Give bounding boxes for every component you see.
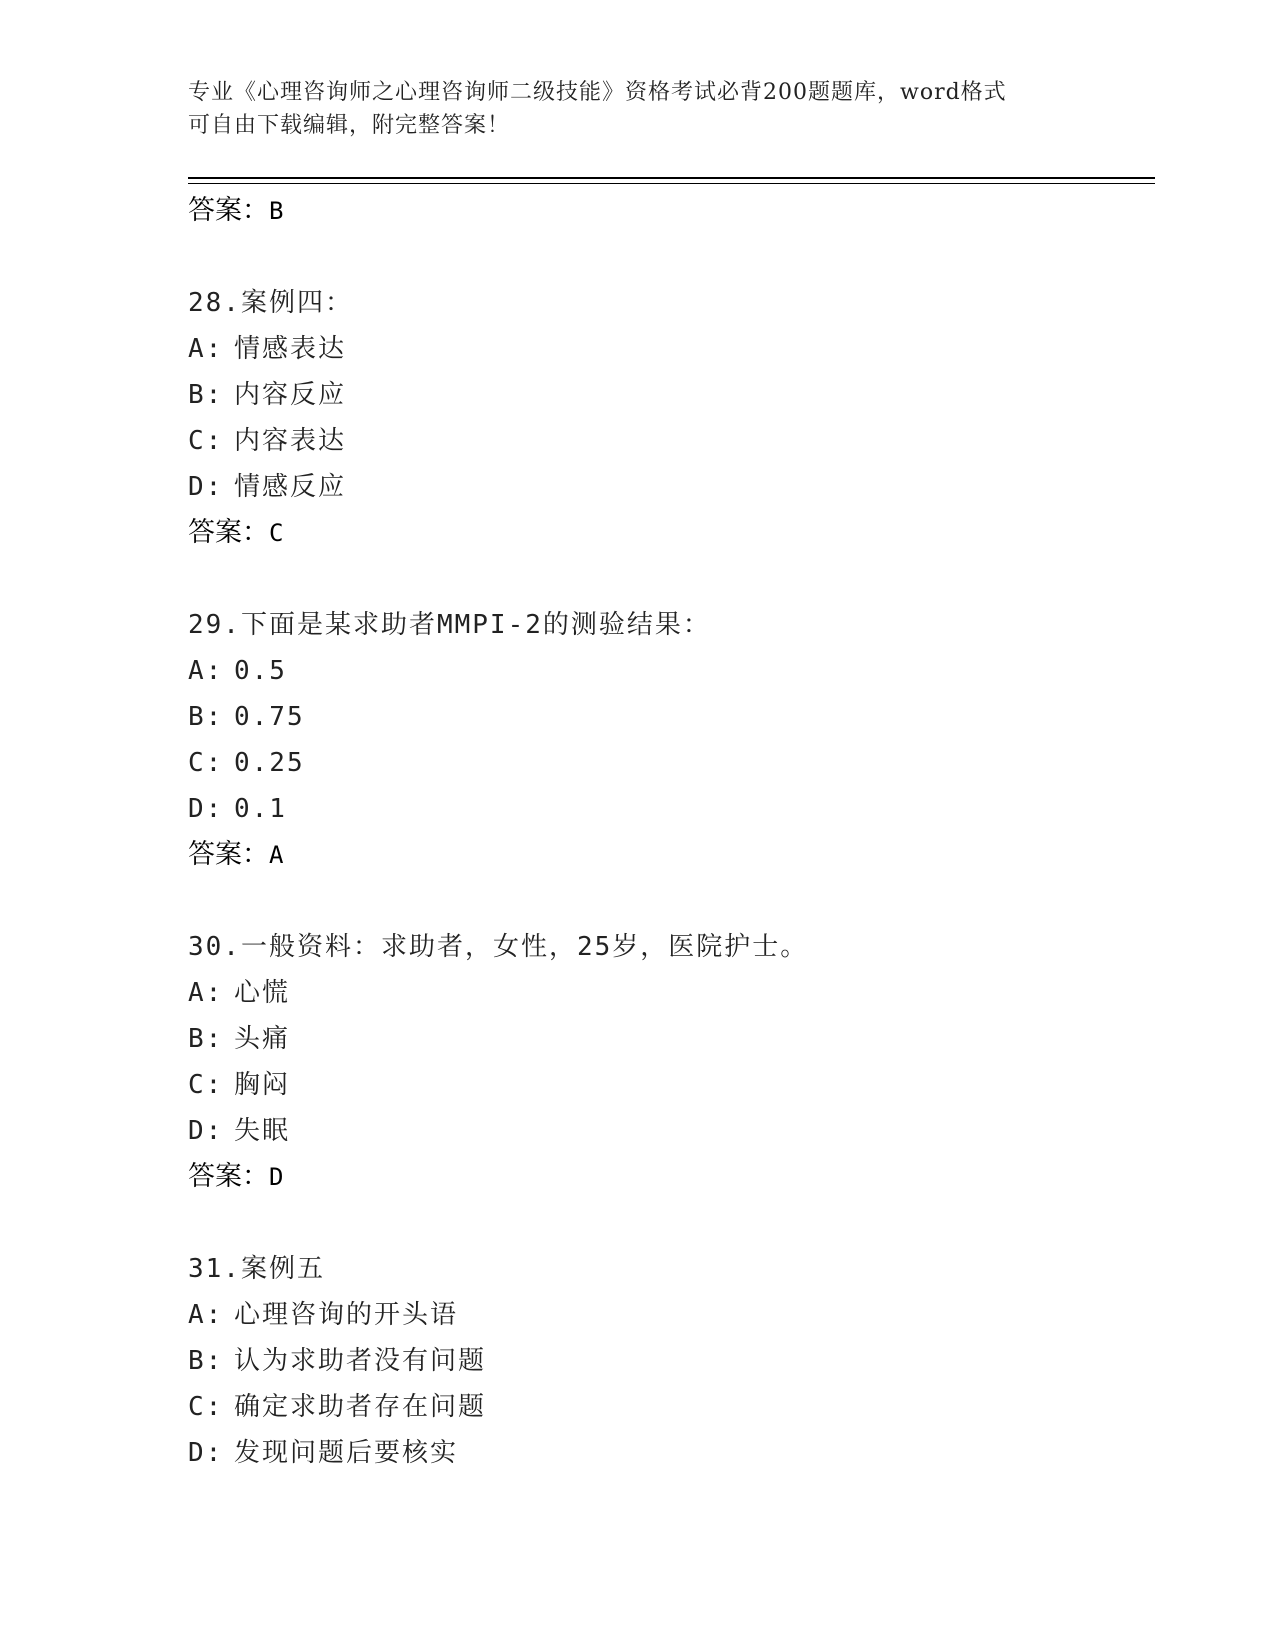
option-key: C: (188, 426, 224, 456)
answer-value: A (269, 841, 284, 869)
option-c (188, 1384, 1148, 1430)
header-line-2: 可自由下载编辑，附完整答案！ (188, 113, 511, 138)
option-text: 情感反应 (234, 472, 347, 502)
option-key: C: (188, 1070, 224, 1100)
document-header (188, 76, 1088, 142)
option-text: 发现问题后要核实 (234, 1438, 459, 1468)
option-text: 0.1 (234, 794, 287, 824)
option-b (188, 1016, 1148, 1062)
option-text: 0.5 (234, 656, 287, 686)
option-a (188, 1292, 1148, 1338)
option-key: D: (188, 1438, 224, 1468)
option-key: B: (188, 1024, 224, 1054)
spacer (188, 556, 1148, 602)
option-d (188, 1430, 1148, 1476)
option-c (188, 418, 1148, 464)
answer-line (188, 1154, 1148, 1200)
option-text: 确定求助者存在问题 (234, 1392, 487, 1422)
question-stem: 30.一般资料：求助者，女性，25岁，医院护士。 (188, 932, 809, 962)
option-text: 心慌 (234, 978, 291, 1008)
answer-line (188, 188, 1148, 234)
option-d (188, 786, 1148, 832)
answer-label: 答案： (188, 195, 269, 226)
answer-label: 答案： (188, 1161, 269, 1192)
option-text: 0.25 (234, 748, 305, 778)
option-text: 胸闷 (234, 1070, 291, 1100)
option-key: B: (188, 702, 224, 732)
option-d (188, 1108, 1148, 1154)
option-key: C: (188, 1392, 224, 1422)
header-divider-thin (188, 183, 1155, 184)
option-a (188, 648, 1148, 694)
header-line-1: 专业《心理咨询师之心理咨询师二级技能》资格考试必背200题题库，word格式 (188, 80, 1007, 105)
option-b (188, 694, 1148, 740)
question-stem: 28.案例四： (188, 288, 353, 318)
header-divider-thick (188, 177, 1155, 179)
option-text: 认为求助者没有问题 (234, 1346, 487, 1376)
option-text: 情感表达 (234, 334, 347, 364)
answer-value: B (269, 197, 284, 225)
option-text: 0.75 (234, 702, 305, 732)
option-text: 内容表达 (234, 426, 347, 456)
question-stem: 29.下面是某求助者MMPI-2的测验结果： (188, 610, 711, 640)
option-text: 内容反应 (234, 380, 347, 410)
option-key: D: (188, 794, 224, 824)
option-key: A: (188, 334, 224, 364)
option-a (188, 326, 1148, 372)
option-key: D: (188, 1116, 224, 1146)
option-d (188, 464, 1148, 510)
spacer (188, 234, 1148, 280)
spacer (188, 1200, 1148, 1246)
option-text: 头痛 (234, 1024, 291, 1054)
answer-label: 答案： (188, 839, 269, 870)
option-key: A: (188, 1300, 224, 1330)
answer-line (188, 510, 1148, 556)
option-key: B: (188, 380, 224, 410)
option-b (188, 372, 1148, 418)
option-key: A: (188, 656, 224, 686)
question-list (188, 188, 1148, 1476)
answer-value: C (269, 519, 284, 547)
option-text: 失眠 (234, 1116, 291, 1146)
question-stem: 31.案例五 (188, 1254, 325, 1284)
option-key: A: (188, 978, 224, 1008)
option-key: C: (188, 748, 224, 778)
option-b (188, 1338, 1148, 1384)
answer-value: D (269, 1163, 284, 1191)
option-a (188, 970, 1148, 1016)
option-key: D: (188, 472, 224, 502)
option-text: 心理咨询的开头语 (234, 1300, 459, 1330)
option-c (188, 740, 1148, 786)
answer-line (188, 832, 1148, 878)
answer-label: 答案： (188, 517, 269, 548)
spacer (188, 878, 1148, 924)
option-key: B: (188, 1346, 224, 1376)
option-c (188, 1062, 1148, 1108)
